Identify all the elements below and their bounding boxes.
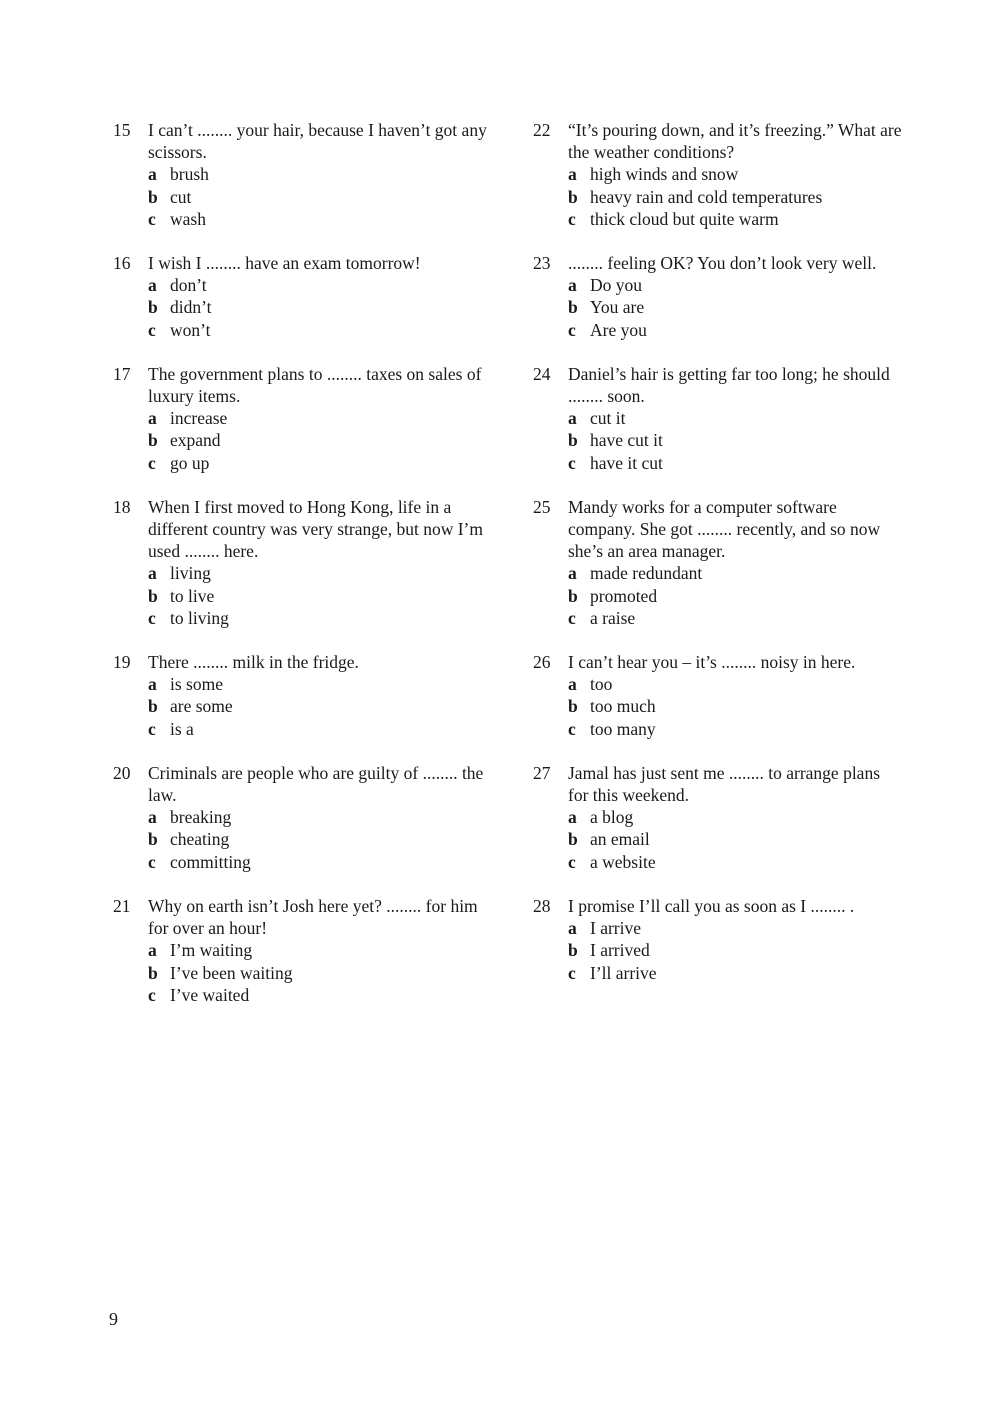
- option-text: are some: [170, 696, 233, 717]
- option-text: to live: [170, 585, 215, 606]
- option-letter: c: [148, 607, 156, 628]
- option-letter: b: [568, 186, 578, 207]
- option-letter: b: [568, 297, 578, 318]
- option-b[interactable]: [568, 695, 903, 717]
- option-text: committing: [170, 851, 251, 872]
- option-text: cheating: [170, 829, 230, 850]
- option-text: I’ve been waiting: [170, 962, 293, 983]
- option-text: Are you: [590, 319, 647, 340]
- option-letter: b: [568, 829, 578, 850]
- option-text: thick cloud but quite warm: [590, 208, 779, 229]
- option-b[interactable]: [148, 296, 493, 318]
- question-text: When I first moved to Hong Kong, life in a different country was very strange, but now I’m used ........ here.: [148, 496, 483, 562]
- option-letter: a: [148, 563, 157, 584]
- option-c[interactable]: [568, 452, 903, 474]
- option-letter: a: [568, 275, 577, 296]
- option-letter: c: [148, 452, 156, 473]
- option-c[interactable]: [568, 718, 903, 740]
- option-a[interactable]: [148, 407, 493, 429]
- question-text: Criminals are people who are guilty of ........ the law.: [148, 762, 484, 806]
- option-text: made redundant: [590, 563, 703, 584]
- question-17: [113, 363, 493, 474]
- option-text: didn’t: [170, 297, 212, 318]
- option-a[interactable]: [568, 274, 903, 296]
- right-column: [533, 119, 903, 1006]
- option-letter: c: [148, 984, 156, 1005]
- option-letter: b: [568, 940, 578, 961]
- option-text: too: [590, 674, 613, 695]
- option-letter: b: [148, 962, 158, 983]
- question-20: [113, 762, 493, 873]
- option-a[interactable]: [148, 562, 493, 584]
- option-a[interactable]: [148, 806, 493, 828]
- option-letter: b: [568, 585, 578, 606]
- option-letter: a: [148, 408, 157, 429]
- option-text: don’t: [170, 275, 207, 296]
- option-text: cut: [170, 186, 192, 207]
- question-24: [533, 363, 903, 474]
- option-letter: c: [148, 208, 156, 229]
- question-text: There ........ milk in the fridge.: [148, 652, 359, 673]
- option-letter: b: [148, 297, 158, 318]
- option-c[interactable]: [148, 984, 493, 1006]
- option-letter: c: [148, 718, 156, 739]
- question-number: 26: [533, 652, 551, 673]
- question-text: “It’s pouring down, and it’s freezing.” What are the weather conditions?: [568, 120, 902, 163]
- option-b[interactable]: [568, 429, 903, 451]
- option-letter: a: [568, 807, 577, 828]
- question-text: I can’t ........ your hair, because I haven’t got any scissors.: [148, 120, 487, 163]
- option-a[interactable]: [148, 274, 493, 296]
- option-c[interactable]: [568, 208, 903, 230]
- option-text: too many: [590, 718, 656, 739]
- option-text: is some: [170, 674, 223, 695]
- question-text: Mandy works for a computer software company. She got ........ recently, and so now she’s an area manager.: [568, 496, 881, 562]
- option-c[interactable]: [568, 607, 903, 629]
- option-letter: c: [568, 319, 576, 340]
- option-letter: a: [148, 275, 157, 296]
- option-c[interactable]: [568, 962, 903, 984]
- question-25: [533, 496, 903, 629]
- option-letter: c: [568, 962, 576, 983]
- option-letter: c: [568, 452, 576, 473]
- option-c[interactable]: [568, 851, 903, 873]
- option-letter: a: [568, 408, 577, 429]
- question-number: 21: [113, 895, 131, 916]
- option-letter: b: [148, 186, 158, 207]
- option-text: have it cut: [590, 452, 663, 473]
- option-c[interactable]: [148, 452, 493, 474]
- option-letter: c: [568, 718, 576, 739]
- option-text: an email: [590, 829, 650, 850]
- option-b[interactable]: [148, 962, 493, 984]
- option-letter: c: [148, 851, 156, 872]
- option-b[interactable]: [568, 828, 903, 850]
- option-letter: b: [148, 430, 158, 451]
- option-letter: b: [568, 696, 578, 717]
- option-letter: b: [148, 585, 158, 606]
- question-number: 17: [113, 363, 131, 384]
- question-23: [533, 252, 903, 341]
- page-number: 9: [109, 1309, 118, 1329]
- option-text: to living: [170, 607, 229, 628]
- option-text: I arrived: [590, 940, 650, 961]
- option-letter: a: [568, 918, 577, 939]
- option-text: a website: [590, 851, 656, 872]
- option-text: won’t: [170, 319, 211, 340]
- option-b[interactable]: [148, 828, 493, 850]
- option-text: living: [170, 563, 211, 584]
- question-number: 28: [533, 895, 551, 916]
- option-text: expand: [170, 430, 221, 451]
- option-a[interactable]: [148, 673, 493, 695]
- option-letter: a: [568, 674, 577, 695]
- option-text: I’ll arrive: [590, 962, 657, 983]
- question-number: 27: [533, 762, 551, 783]
- question-number: 19: [113, 652, 131, 673]
- option-c[interactable]: [148, 208, 493, 230]
- option-text: is a: [170, 718, 194, 739]
- question-text: Jamal has just sent me ........ to arrange plans for this weekend.: [568, 762, 881, 806]
- option-text: a blog: [590, 807, 634, 828]
- left-column: [113, 119, 493, 1028]
- question-text: ........ feeling OK? You don’t look very well.: [568, 253, 877, 274]
- option-letter: b: [148, 829, 158, 850]
- option-text: have cut it: [590, 430, 663, 451]
- question-text: Daniel’s hair is getting far too long; he should ........ soon.: [568, 363, 890, 407]
- question-21: [113, 895, 493, 1006]
- option-letter: a: [148, 807, 157, 828]
- option-text: Do you: [590, 275, 643, 296]
- option-text: go up: [170, 452, 210, 473]
- option-a[interactable]: [568, 163, 903, 185]
- option-c[interactable]: [148, 319, 493, 341]
- option-letter: a: [568, 563, 577, 584]
- option-letter: c: [568, 208, 576, 229]
- option-letter: b: [148, 696, 158, 717]
- option-a[interactable]: [568, 917, 903, 939]
- option-text: too much: [590, 696, 656, 717]
- option-b[interactable]: [148, 429, 493, 451]
- option-b[interactable]: [148, 186, 493, 208]
- option-c[interactable]: [148, 607, 493, 629]
- question-text: I wish I ........ have an exam tomorrow!: [148, 253, 421, 274]
- option-text: You are: [590, 297, 645, 318]
- option-b[interactable]: [568, 939, 903, 961]
- question-text: I can’t hear you – it’s ........ noisy in here.: [568, 652, 856, 673]
- option-b[interactable]: [568, 186, 903, 208]
- question-number: 23: [533, 253, 551, 274]
- option-a[interactable]: [568, 562, 903, 584]
- option-b[interactable]: [568, 296, 903, 318]
- question-15: [113, 119, 493, 230]
- question-16: [113, 252, 493, 341]
- option-text: I’ve waited: [170, 984, 250, 1005]
- question-26: [533, 651, 903, 740]
- question-number: 22: [533, 120, 551, 140]
- option-text: heavy rain and cold temperatures: [590, 186, 823, 207]
- question-text: The government plans to ........ taxes on sales of luxury items.: [148, 363, 482, 407]
- option-text: I’m waiting: [170, 940, 253, 961]
- option-b[interactable]: [568, 585, 903, 607]
- option-c[interactable]: [568, 319, 903, 341]
- option-text: cut it: [590, 408, 626, 429]
- question-22: [533, 119, 903, 230]
- question-27: [533, 762, 903, 873]
- option-letter: a: [568, 164, 577, 185]
- option-a[interactable]: [568, 407, 903, 429]
- option-letter: a: [148, 674, 157, 695]
- option-letter: a: [148, 940, 157, 961]
- question-text: Why on earth isn’t Josh here yet? ........ for him for over an hour!: [148, 895, 478, 939]
- option-a[interactable]: [568, 673, 903, 695]
- option-a[interactable]: [568, 806, 903, 828]
- question-number: 25: [533, 496, 551, 517]
- option-letter: a: [148, 164, 157, 185]
- option-b[interactable]: [148, 585, 493, 607]
- question-number: 18: [113, 496, 131, 517]
- option-text: increase: [170, 408, 228, 429]
- option-letter: b: [568, 430, 578, 451]
- question-number: 24: [533, 363, 551, 384]
- option-c[interactable]: [148, 851, 493, 873]
- option-letter: c: [568, 607, 576, 628]
- option-text: wash: [170, 208, 206, 229]
- option-c[interactable]: [148, 718, 493, 740]
- option-letter: c: [148, 319, 156, 340]
- option-text: promoted: [590, 585, 658, 606]
- question-text: I promise I’ll call you as soon as I ........ .: [568, 895, 855, 916]
- question-number: 15: [113, 120, 131, 140]
- option-a[interactable]: [148, 939, 493, 961]
- option-b[interactable]: [148, 695, 493, 717]
- option-text: brush: [170, 164, 209, 185]
- option-text: breaking: [170, 807, 232, 828]
- question-number: 20: [113, 762, 131, 783]
- option-a[interactable]: [148, 163, 493, 185]
- question-18: [113, 496, 493, 629]
- option-letter: c: [568, 851, 576, 872]
- option-text: a raise: [590, 607, 636, 628]
- question-19: [113, 651, 493, 740]
- option-text: I arrive: [590, 918, 642, 939]
- option-text: high winds and snow: [590, 164, 739, 185]
- question-number: 16: [113, 253, 131, 274]
- question-28: [533, 895, 903, 984]
